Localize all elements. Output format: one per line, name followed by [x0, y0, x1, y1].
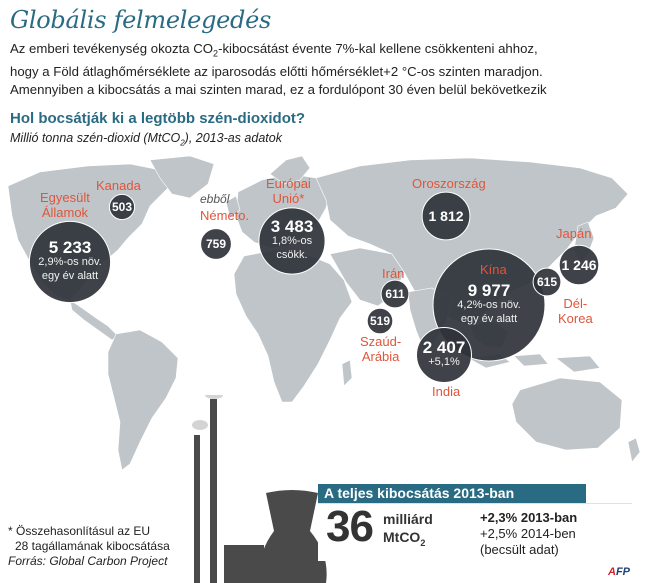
- infographic-title: Globális felmelegedés: [10, 6, 272, 34]
- total-heading: A teljes kibocsátás 2013-ban: [318, 484, 586, 503]
- label-russia: Oroszország: [412, 176, 486, 191]
- bubble-label-india: 2 407 +5,1%: [422, 338, 466, 368]
- land-central-america: [70, 300, 118, 340]
- label-eu: Európai Unió*: [266, 176, 311, 206]
- bubble-label-korea: 615: [536, 275, 558, 289]
- label-germany: Németo.: [200, 208, 250, 223]
- label-germany-prefix: ebből: [200, 192, 230, 206]
- intro-line-2: hogy a Föld átlaghőmérséklete az iparosodás előtti hőmérséklet+2 °C-os szinten maradjon.: [10, 64, 543, 80]
- factory-chimneys-graphic: [180, 395, 330, 583]
- footnote: * Összehasonlításul az EU 28 tagállamának kibocsátása Forrás: Global Carbon Project: [8, 524, 170, 568]
- intro-line-3: Amennyiben a kibocsátás a mai szinten marad, ez a fordulópont 30 éven belül bekövetkezik: [10, 81, 547, 97]
- intro-text: [10, 40, 638, 98]
- land-madagascar: [342, 360, 352, 386]
- land-indonesia-2: [514, 354, 548, 366]
- bubble-label-china: 9 977 4,2%-os növ. egy év alatt: [457, 281, 521, 325]
- land-new-zealand: [628, 438, 640, 462]
- factory-silhouette: [194, 399, 327, 583]
- label-india: India: [432, 384, 461, 399]
- label-china: Kína: [480, 262, 507, 277]
- bubble-label-germany: 759: [205, 237, 227, 251]
- smoke: [192, 395, 223, 430]
- intro-line-1: Az emberi tevékenység okozta $CO_2$-kibocsátást évente 7%-kal kellene csökkenteni ahhoz,: [10, 41, 538, 59]
- bubble-label-usa: 5 233 2,9%-os növ. egy év alatt: [38, 238, 102, 282]
- bubble-label-saudi: 519: [369, 314, 391, 328]
- land-new-guinea: [556, 356, 600, 372]
- total-unit: milliárd MtCO$_2$: [383, 511, 433, 548]
- section-subtitle: Millió tonna szén-dioxid (MtCO$_2$), 2013-as adatok: [10, 131, 282, 148]
- bubble-label-eu: 3 483 1,8%-os csökk.: [270, 217, 314, 261]
- bubble-label-iran: 611: [385, 287, 405, 301]
- total-growth: +2,3% 2013-ban +2,5% 2014-ben (becsült adat): [480, 510, 578, 557]
- label-usa: Egyesült Államok: [40, 190, 90, 220]
- label-korea: Dél- Korea: [558, 296, 593, 326]
- land-south-america: [108, 330, 178, 470]
- total-value: 36: [326, 502, 373, 551]
- label-canada: Kanada: [96, 178, 141, 193]
- label-japan: Japán: [556, 226, 592, 241]
- land-australia: [512, 378, 622, 450]
- label-iran: Irán: [382, 266, 405, 281]
- section-title: Hol bocsátják ki a legtöbb szén-dioxidot?: [10, 110, 306, 127]
- bubble-label-canada: 503: [111, 200, 133, 214]
- bubble-label-russia: 1 812: [428, 208, 464, 224]
- bubble-label-japan: 1 246: [561, 257, 597, 273]
- label-saudi: Szaúd- Arábia: [360, 334, 402, 364]
- afp-logo: AFP: [608, 566, 631, 578]
